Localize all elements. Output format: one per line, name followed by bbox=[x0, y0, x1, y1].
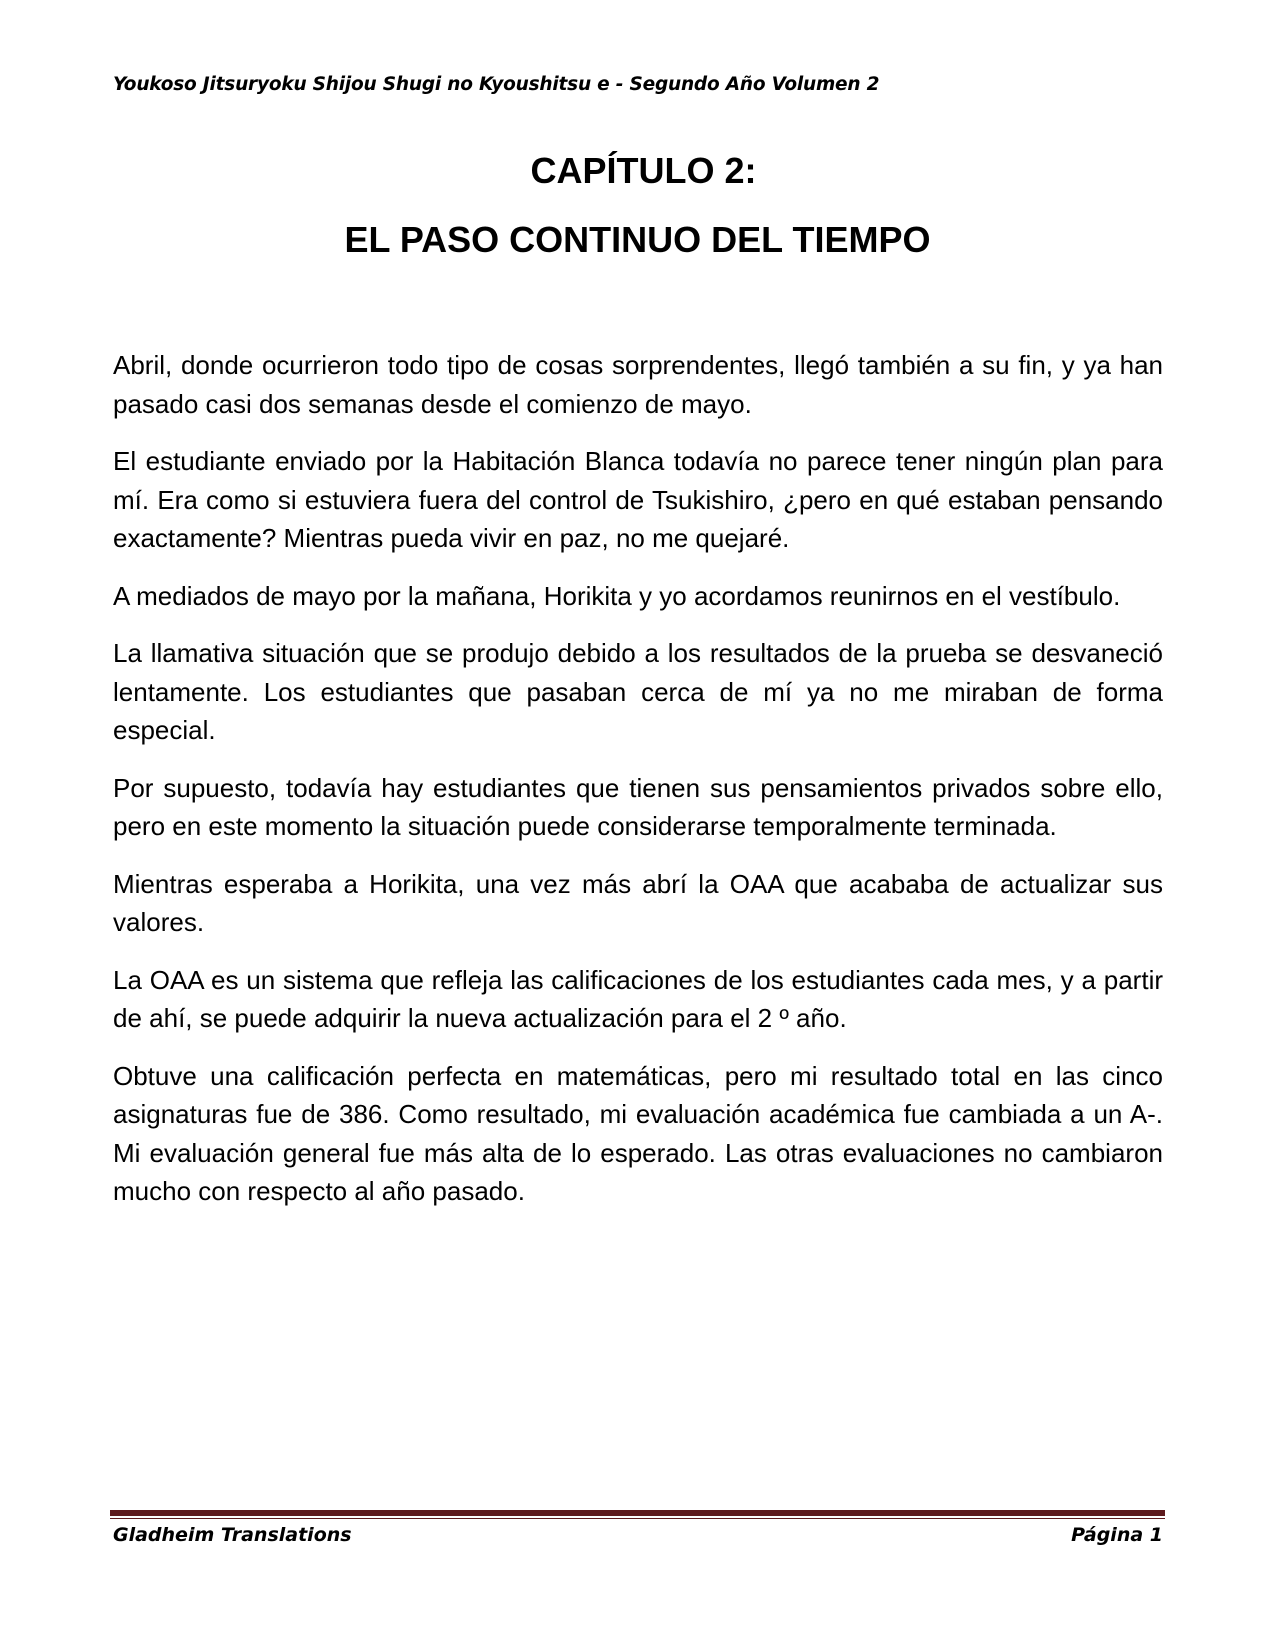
paragraph-4: La llamativa situación que se produjo debido a los resultados de la prueba se desvaneció lentamente. Los estudiantes que pasaban cerca de mí ya no me miraban de forma especial. bbox=[113, 638, 1163, 745]
paragraph-1: Abril, donde ocurrieron todo tipo de cosas sorprendentes, llegó también a su fin, y ya han pasado casi dos semanas desde el comienzo de mayo. bbox=[113, 350, 1163, 419]
paragraph-3: A mediados de mayo por la mañana, Horikita y yo acordamos reunirnos en el vestíbulo. bbox=[113, 580, 1121, 611]
footer-divider-thin bbox=[110, 1518, 1165, 1519]
chapter-title: EL PASO CONTINUO DEL TIEMPO bbox=[344, 219, 931, 260]
paragraph-2: El estudiante enviado por la Habitación Blanca todavía no parece tener ningún plan para mí. Era como si estuviera fuera del control de Tsukishiro, ¿pero en qué estaban pensando exactamente? Mientras pueda vivir en paz, no me quejaré. bbox=[113, 446, 1163, 553]
paragraph-5: Por supuesto, todavía hay estudiantes que tienen sus pensamientos privados sobre ello, pero en este momento la situación puede considerarse temporalmente terminada. bbox=[113, 772, 1163, 841]
running-header: Youkoso Jitsuryoku Shijou Shugi no Kyoushitsu e - Segundo Año Volumen 2 bbox=[113, 74, 880, 95]
paragraph-6: Mientras esperaba a Horikita, una vez más abrí la OAA que acababa de actualizar sus valores. bbox=[113, 868, 1163, 937]
footer-page-number: Página 1 bbox=[1071, 1524, 1163, 1546]
paragraph-7: La OAA es un sistema que refleja las calificaciones de los estudiantes cada mes, y a partir de ahí, se puede adquirir la nueva actualización para el 2 º año. bbox=[113, 964, 1163, 1033]
chapter-number: CAPÍTULO 2: bbox=[530, 150, 757, 191]
footer-divider bbox=[110, 1510, 1165, 1516]
chapter-body bbox=[113, 346, 1163, 1230]
paragraph-8: Obtuve una calificación perfecta en matemáticas, pero mi resultado total en las cinco asignaturas fue de 386. Como resultado, mi evaluación académica fue cambiada a un A-. Mi evaluación general fue más alta de lo esperado. Las otras evaluaciones no cambiaron mucho con respecto al año pasado. bbox=[113, 1060, 1163, 1206]
footer-publisher: Gladheim Translations bbox=[113, 1524, 352, 1546]
